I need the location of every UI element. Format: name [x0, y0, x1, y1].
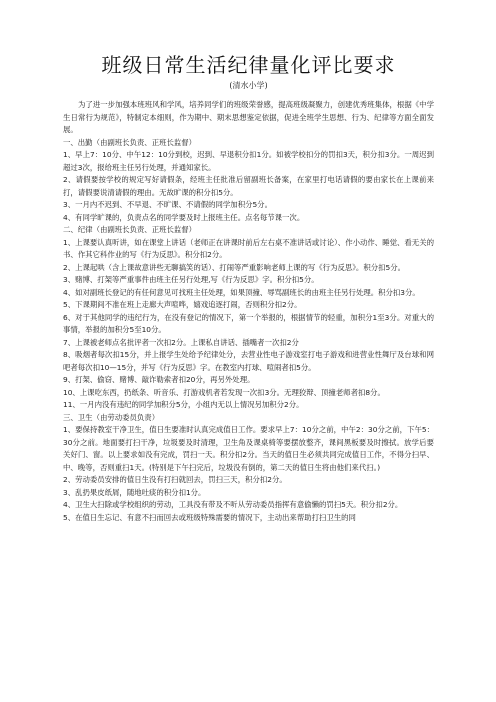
- list-item: 9、打架、偷窃、赌博、敲诈勒索者扣20分，再另外处理。: [63, 375, 255, 384]
- document-body: [63, 99, 434, 524]
- list-item: 3、一月内不迟到、不早退、不旷课、不请假的同学加积分5分。: [63, 200, 272, 209]
- list-item: 4、如对副班长登记的有任何意见可找班主任处理，如果顶撞、辱骂副班长的由班主任另行处理。积分扣3分。: [63, 287, 420, 297]
- list-item: 4、卫生大扫除或学校组织的劳动，工具没有带及不听从劳动委员指挥有意偷懒的罚扫5天。积分扣2分。: [63, 500, 403, 509]
- list-item: 5、下课期间不准在班上走廊大声喧哗，嬉戏追逐打闹，否则积分扣2分。: [63, 300, 302, 309]
- section-heading: 二、纪律（由副班长负责、正班长监督）: [63, 225, 197, 234]
- intro-paragraph: 为了进一步加强本班班风和学风，培养同学们的班级荣誉感，提高班级凝聚力，创建优秀班集体，根据《中学生日常行为规范》，特制定本细则，作为期中、期末思想鉴定依据，促进全班学生思想、行为、纪律等方面全面发展。: [63, 100, 434, 134]
- section-heading: 三、卫生（由劳动委员负责）: [63, 412, 160, 422]
- list-item: 7、上课被老师点名批评者一次扣2分。上课私自讲话、插嘴者一次扣2分: [63, 337, 299, 347]
- section-hygiene: [63, 412, 434, 525]
- section-attendance: [63, 137, 434, 225]
- list-item: 1、上课要认真听讲，如在课堂上讲话（老师正在讲课时前后左右桌不准讲话或讨论）、作小动作、睡觉、看无关的书、作其它科作业的写《行为反思》。积分扣2分。: [63, 237, 434, 259]
- list-item: 3、乱扔果皮纸屑，随地吐痰的积分扣1分。: [63, 487, 206, 497]
- list-item: 11、一月内没有违纪的同学加积分5分，小组内无以上情况另加积分2分。: [63, 400, 304, 409]
- list-item: 5、在值日生忘记、有意不扫而回去或班级特殊需要的情况下，主动出来帮助打扫卫生的同: [63, 512, 356, 522]
- list-item: 10、上课吃东西，扔纸条、听音乐、打游戏机者若发现一次扣3分。无理狡辩、顶撞老师者扣8分。: [63, 387, 385, 397]
- section-discipline: [63, 224, 434, 412]
- document-subtitle: (清水小学): [229, 81, 268, 90]
- list-item: 2、上课起哄（含上课故意讲些无聊搞笑的话）、打闹等严重影响老师上课的写《行为反思》。积分扣5分。: [63, 262, 405, 272]
- list-item: 4、有同学旷课的，负责点名的同学要及时上报班主任。点名每节课一次。: [63, 212, 305, 222]
- list-item: 1、要保持教室干净卫生，值日生要准时认真完成值日工作。要求早上7：10分之前，中午2：30分之前，下午5：30分之前。地面要打扫干净，垃圾要及时清理，卫生角及课桌椅等要摆放整齐，课间黑板要及时擦拭。放学后要关好门、窗。以上要求如没有完成，罚扫一天。积分扣2分。当天的值日生必须共同完成值日工作，不得分扫早、中、晚等，否则重扫1天。(特别是下午扫完后，垃圾没有倒的，第二天的值日生将由他们来代扫。): [63, 425, 434, 472]
- list-item: 3、赌博、打架等严重事件由班主任另行处理,写《行为反思》字。积分扣5分。: [63, 275, 319, 284]
- list-item: 1、早上7：10分、中午12：10分到校，迟到、早退积分扣1分。如被学校扣分的罚扣3天，积分扣3分。一周迟到超过3次，报给班主任另行处理，并通知家长。: [63, 150, 434, 172]
- section-heading: 一、出勤（由副班长负责、正班长监督）: [63, 137, 197, 147]
- list-item: 6、对于其他同学的违纪行为，在没有登记的情况下，第一个举报的，根据情节的轻重，加积分1至3分。对重大的事情，举报的加积分5至10分。: [63, 312, 434, 334]
- list-item: 2、请假要按学校的规定写好请假条，经班主任批准后留副班长备案，在家里打电话请假的要由家长在上课前来打，请假要说清请假的理由。无故旷课的积分扣5分。: [63, 175, 434, 197]
- list-item: 8、吸烟者每次扣15分，并上报学生处给予纪律处分，去营业性电子游戏室打电子游戏和进营业性舞厅及台球和网吧者每次扣10—15分，并写《行为反思》字。在教室内打球、喧闹者扣5分。: [63, 350, 434, 372]
- document-title: 班级日常生活纪律量化评比要求: [101, 53, 396, 77]
- list-item: 2、劳动委员安排的值日生没有打扫就回去，罚扫三天，积分扣2分。: [63, 475, 287, 484]
